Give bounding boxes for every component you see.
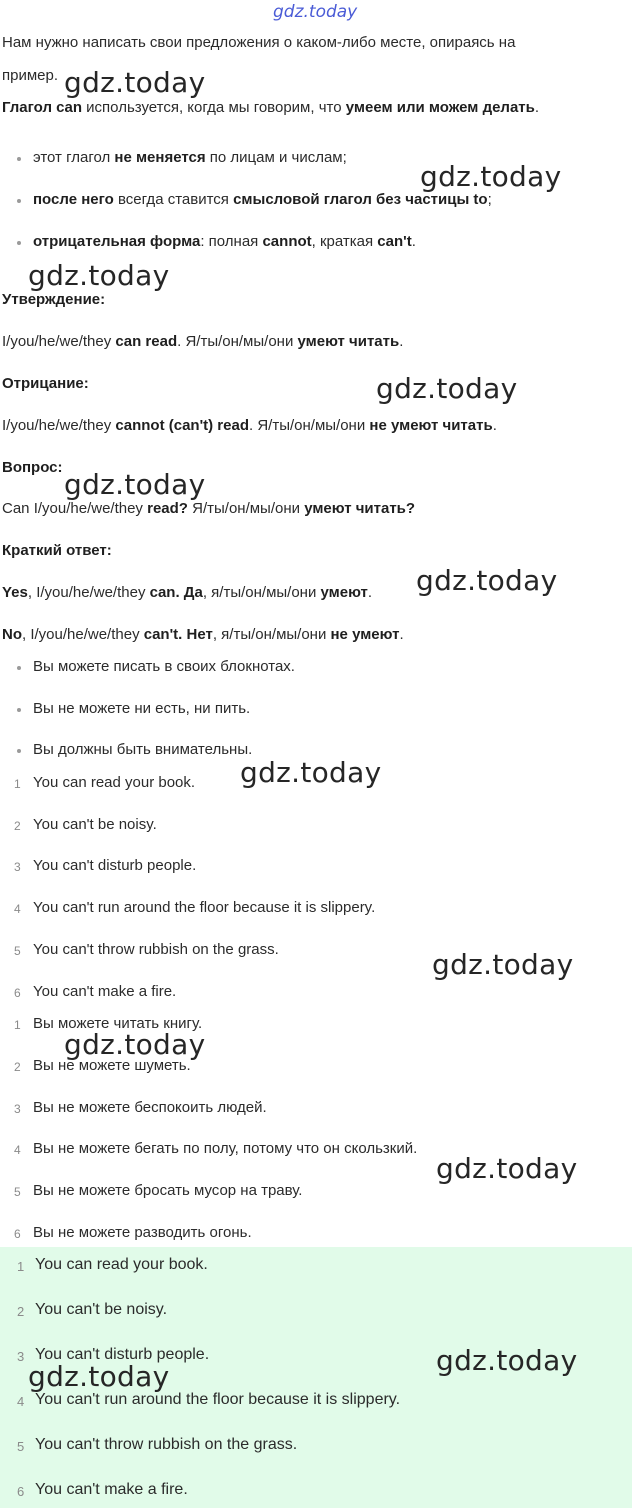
site-logo[interactable]: gdz.today: [273, 2, 358, 22]
list-number: 4: [14, 902, 21, 916]
watermark: gdz.today: [432, 948, 574, 981]
answer-item: You can't run around the floor because it is slippery.: [35, 1391, 401, 1408]
ru-bullet-3: Вы должны быть внимательны.: [33, 741, 253, 758]
list-number: 2: [14, 819, 21, 833]
ru-list-item: Вы не можете бросать мусор на траву.: [33, 1182, 303, 1199]
bullet-dot: [17, 199, 21, 203]
bullet-dot: [17, 666, 21, 670]
short-answer-yes: Yes, I/you/he/we/they can. Да, я/ты/он/мы/они умеют.: [2, 584, 373, 601]
en-list-item: You can't be noisy.: [33, 816, 157, 833]
bullet-dot: [17, 241, 21, 245]
ru-bullet-2: Вы не можете ни есть, ни пить.: [33, 700, 251, 717]
negative-example: I/you/he/we/they cannot (can't) read. Я/ты/он/мы/они не умеют читать.: [2, 417, 497, 434]
watermark: gdz.today: [28, 259, 170, 292]
answer-item: You can't disturb people.: [35, 1346, 210, 1363]
question-example: Can I/you/he/we/they read? Я/ты/он/мы/они умеют читать?: [2, 500, 416, 517]
answer-item: You can't make a fire.: [35, 1481, 188, 1498]
list-number: 3: [14, 860, 21, 874]
watermark: gdz.today: [28, 1360, 170, 1393]
answer-number: 4: [17, 1394, 25, 1409]
ru-bullet-1: Вы можете писать в своих блокнотах.: [33, 658, 295, 675]
answer-number: 3: [17, 1349, 25, 1364]
list-number: 1: [14, 1018, 21, 1032]
list-number: 1: [14, 777, 21, 791]
bullet-dot: [17, 708, 21, 712]
short-answer-no: No, I/you/he/we/they can't. Нет, я/ты/он/мы/они не умеют.: [2, 626, 404, 643]
en-list-item: You can read your book.: [33, 774, 196, 791]
short-answer-heading: Краткий ответ:: [2, 542, 112, 559]
rule-verb: Глагол can: [2, 99, 83, 116]
ru-list-item: Вы не можете шуметь.: [33, 1057, 191, 1074]
bullet-item-2: после него всегда ставится смысловой глагол без частицы to;: [33, 191, 492, 208]
question-heading: Вопрос:: [2, 459, 63, 476]
intro-line-1: Нам нужно написать свои предложения о каком-либо месте, опираясь на: [2, 34, 516, 51]
rule-mid: используется, когда мы говорим, что: [82, 99, 346, 116]
list-number: 2: [14, 1060, 21, 1074]
list-number: 5: [14, 1185, 21, 1199]
watermark: gdz.today: [416, 564, 558, 597]
watermark: gdz.today: [420, 160, 562, 193]
bullet-item-3: отрицательная форма: полная cannot, краткая can't.: [33, 233, 416, 250]
ru-list-item: Вы не можете бегать по полу, потому что он скользкий.: [33, 1140, 418, 1157]
answer-number: 1: [17, 1259, 25, 1274]
watermark: gdz.today: [376, 372, 518, 405]
answer-item: You can read your book.: [35, 1256, 208, 1273]
answer-number: 5: [17, 1439, 25, 1454]
list-number: 6: [14, 1227, 21, 1241]
rule-end: .: [534, 99, 540, 116]
list-number: 6: [14, 986, 21, 1000]
answer-item: You can't be noisy.: [35, 1301, 168, 1318]
en-list-item: You can't disturb people.: [33, 857, 197, 874]
watermark: gdz.today: [64, 66, 206, 99]
intro-line-2: пример.: [2, 67, 59, 84]
rule-emphasis: умеем или можем делать: [345, 99, 535, 116]
en-list-item: You can't throw rubbish on the grass.: [33, 941, 279, 958]
ru-list-item: Вы можете читать книгу.: [33, 1015, 203, 1032]
watermark: gdz.today: [64, 468, 206, 501]
bullet-item-1: этот глагол не меняется по лицам и числам;: [33, 149, 347, 166]
answer-number: 2: [17, 1304, 25, 1319]
affirm-example: I/you/he/we/they can read. Я/ты/он/мы/они умеют читать.: [2, 333, 404, 350]
en-list-item: You can't run around the floor because it is slippery.: [33, 899, 376, 916]
en-list-item: You can't make a fire.: [33, 983, 177, 1000]
rule-text: [2, 99, 539, 116]
watermark: gdz.today: [436, 1152, 578, 1185]
list-number: 5: [14, 944, 21, 958]
watermark: gdz.today: [240, 756, 382, 789]
answer-item: You can't throw rubbish on the grass.: [35, 1436, 298, 1453]
bullet-dot: [17, 157, 21, 161]
affirm-heading: Утверждение:: [2, 291, 106, 308]
list-number: 4: [14, 1143, 21, 1157]
watermark: gdz.today: [64, 1028, 206, 1061]
ru-list-item: Вы не можете разводить огонь.: [33, 1224, 252, 1241]
list-number: 3: [14, 1102, 21, 1116]
watermark: gdz.today: [436, 1344, 578, 1377]
answer-number: 6: [17, 1484, 25, 1499]
bullet-dot: [17, 749, 21, 753]
negative-heading: Отрицание:: [2, 375, 89, 392]
ru-list-item: Вы не можете беспокоить людей.: [33, 1099, 267, 1116]
